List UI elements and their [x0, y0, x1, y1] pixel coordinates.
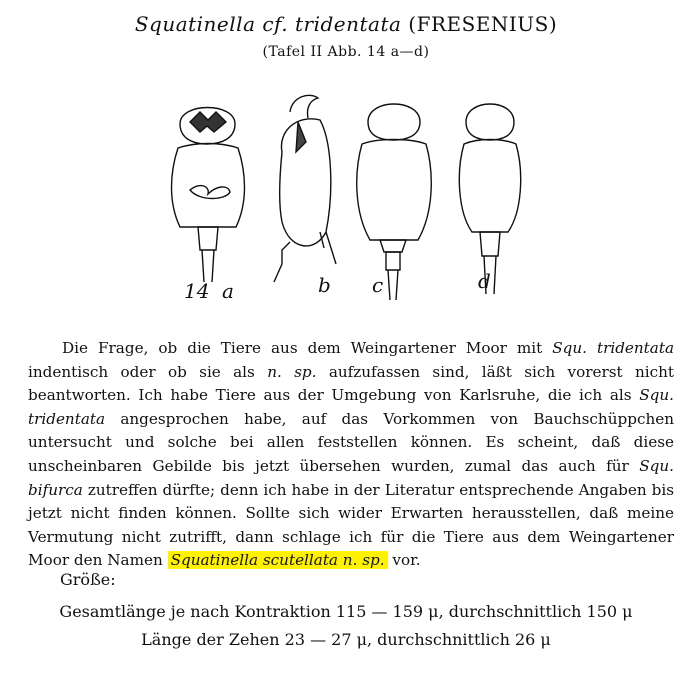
text-segment: Die Frage, ob die Tiere aus dem Weingartener Moor mit	[62, 339, 553, 357]
body-paragraph	[28, 337, 674, 573]
rotifer-figure-svg	[150, 82, 570, 302]
title-genus: Squatinella	[134, 12, 256, 36]
rotifer-illustration	[150, 82, 570, 302]
size-heading: Größe:	[60, 570, 116, 589]
text-segment: vor.	[387, 551, 421, 570]
rotifer-c-drawing	[357, 104, 432, 300]
figure-label-d: d	[478, 269, 491, 293]
total-length-line: Gesamtlänge je nach Kontraktion 115 — 159 μ, durchschnittlich 150 μ	[59, 602, 633, 621]
page-title	[0, 12, 692, 36]
title-author: (FRESENIUS)	[408, 12, 558, 36]
text-segment: angesprochen habe, auf das Vorkommen von Bauchschüppchen untersucht und solche bei allen feststellen können. Es scheint, daß diese unscheinbaren Gebilde bis jetzt übersehen wurden, zumal das auch für	[28, 409, 674, 475]
rotifer-a-drawing	[172, 108, 245, 283]
toe-length-line: Länge der Zehen 23 — 27 μ, durchschnittlich 26 μ	[141, 630, 551, 649]
species-name: Squ. tridentata	[28, 386, 674, 428]
figure-reference: (Tafel II Abb. 14 a—d)	[262, 44, 430, 60]
figure-label-b: b	[318, 273, 331, 297]
rotifer-b-drawing	[274, 95, 336, 282]
rotifer-d-drawing	[459, 104, 520, 294]
highlighted-new-species-name: Squatinella scutellata n. sp.	[168, 551, 388, 569]
figure-label-c: c	[372, 273, 384, 297]
text-segment: zutreffen dürfte; denn ich habe in der Literatur entsprechende Angaben bis jetzt nicht finden können. Sollte sich wider Erwarten herausstellen, daß meine Vermutung nicht zutrifft, dann schlage ich für die Tiere aus dem Weingartener Moor den Namen	[28, 480, 674, 570]
species-name: Squ. bifurca	[28, 456, 674, 499]
text-segment: aufzufassen sind, läßt sich vorerst nicht beantworten. Ich habe Tiere aus der Umgebung von Karlsruhe, die ich als	[28, 362, 675, 405]
title-species: tridentata	[294, 12, 402, 36]
title-cf: cf.	[262, 12, 289, 36]
figure-number: 14	[184, 279, 210, 302]
species-name: Squ. tridentata	[552, 339, 674, 357]
text-segment: indentisch oder ob sie als	[28, 362, 268, 381]
figure-label-a: a	[222, 279, 234, 302]
new-species-abbrev: n. sp.	[267, 362, 317, 381]
